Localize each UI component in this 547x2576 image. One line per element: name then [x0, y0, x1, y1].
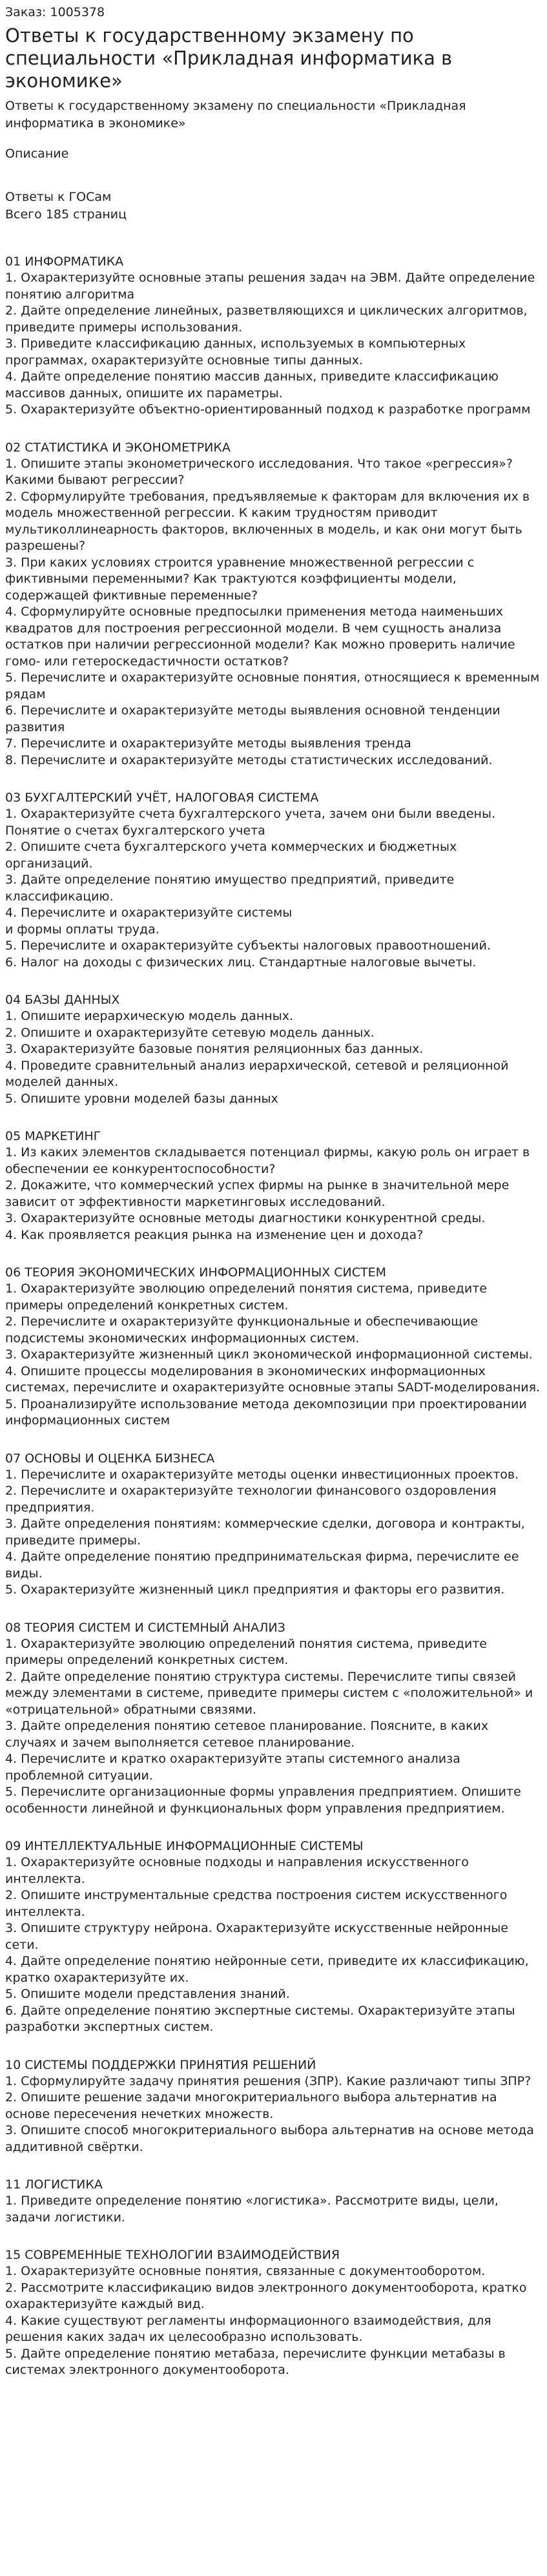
question-item: 5. Охарактеризуйте объектно-ориентированный подход к разработке программ — [5, 402, 531, 417]
section — [5, 1619, 542, 1818]
question-item: 2. Опишите счета бухгалтерского учета коммерческих и бюджетных организаций. — [5, 840, 457, 871]
section-title: 09 ИНТЕЛЛЕКТУАЛЬНЫЕ ИНФОРМАЦИОННЫЕ СИСТЕМЫ — [5, 1839, 364, 1853]
question-item: 3. При каких условиях строится уравнение множественной регрессии с фиктивными переменными? Как трактуются коэффициенты модели, содержащей фиктивные переменные? — [5, 555, 475, 603]
question-item: 5. Перечислите организационные формы управления предприятием. Опишите особенности линейной и функциональных форм управления предприятием. — [5, 1785, 521, 1816]
section — [5, 439, 542, 769]
section-title: 15 СОВРЕМЕННЫЕ ТЕХНОЛОГИИ ВЗАИМОДЕЙСТВИЯ — [5, 2248, 340, 2262]
section — [5, 2057, 542, 2156]
description-label: Описание — [5, 147, 69, 161]
question-item: 2. Сформулируйте требования, предъявляемые к факторам для включения их в модель множественной регрессии. К каким трудностям приводит мультиколлинеарность факторов, включенных в модель, и как они могут быть разрешены? — [5, 489, 530, 553]
question-item: 1. Охарактеризуйте эволюцию определений понятия система, приведите примеры определений конкретных систем. — [5, 1636, 487, 1667]
section-title: 03 БУХГАЛТЕРСКИЙ УЧЁТ, НАЛОГОВАЯ СИСТЕМА — [5, 791, 319, 805]
section — [5, 253, 542, 419]
question-item: 3. Охарактеризуйте жизненный цикл экономической информационной системы. — [5, 1347, 533, 1362]
question-item: 7. Перечислите и охарактеризуйте методы выявления тренда — [5, 736, 411, 751]
question-item: 1. Охарактеризуйте основные этапы решения задач на ЭВМ. Дайте определение понятию алгоритма — [5, 271, 535, 302]
question-item: 5. Перечислите и охарактеризуйте субъекты налоговых правоотношений. — [5, 939, 491, 953]
section — [5, 1450, 542, 1599]
question-item: 3. Приведите классификацию данных, используемых в компьютерных программах, охарактеризуйте основные типы данных. — [5, 337, 466, 368]
question-item: 1. Охарактеризуйте счета бухгалтерского учета, зачем они были введены. Понятие о счетах бухгалтерского учета — [5, 807, 495, 838]
question-item: 3. Дайте определения понятиям: коммерческие сделки, договора и контракты, приведите примеры. — [5, 1517, 525, 1548]
pages-total: Всего 185 страниц — [5, 207, 127, 222]
section-title: 01 ИНФОРМАТИКА — [5, 254, 124, 269]
answers-label: Ответы к ГОСам — [5, 190, 112, 204]
document-subtitle: Ответы к государственному экзамену по специальности «Прикладная информатика в экономике» — [5, 99, 466, 130]
question-item: 4. Проведите сравнительный анализ иерархической, сетевой и реляционной моделей данных. — [5, 1058, 509, 1089]
question-item: 5. Перечислите и охарактеризуйте основные понятия, относящиеся к временным рядам — [5, 670, 540, 701]
question-item: 2. Докажите, что коммерческий успех фирмы на рынке в значительной мере зависит от эффективности маркетинговых исследований. — [5, 1178, 510, 1209]
question-item: 4. Дайте определение понятию предпринимательская фирма, перечислите ее виды. — [5, 1550, 519, 1581]
question-item: 1. Охарактеризуйте эволюцию определений понятия система, приведите примеры определений конкретных систем. — [5, 1282, 487, 1313]
question-item: 1. Перечислите и охарактеризуйте методы оценки инвестиционных проектов. — [5, 1467, 519, 1482]
question-item: 4. Перечислите и охарактеризуйте системы — [5, 906, 293, 920]
question-item: 4. Дайте определение понятию нейронные сети, приведите их классификацию, кратко охарактеризуйте их. — [5, 1954, 529, 1985]
question-item: 5. Опишите уровни моделей базы данных — [5, 1091, 278, 1106]
question-item: 4. Дайте определение понятию массив данных, приведите классификацию массивов данных, опишите их параметры. — [5, 369, 499, 400]
question-item: 2. Опишите и охарактеризуйте сетевую модель данных. — [5, 1025, 375, 1040]
section — [5, 1838, 542, 2036]
section-title: 05 МАРКЕТИНГ — [5, 1129, 101, 1143]
question-item: 2. Опишите инструментальные средства построения систем искусственного интеллекта. — [5, 1888, 508, 1919]
question-item: 2. Рассмотрите классификацию видов электронного документооборота, кратко охарактеризуйте каждый вид. — [5, 2280, 527, 2311]
section-title: 02 СТАТИСТИКА И ЭКОНОМЕТРИКА — [5, 440, 231, 455]
section — [5, 2176, 542, 2226]
question-item: 3. Дайте определение понятию имущество предприятий, приведите классификацию. — [5, 873, 455, 904]
question-item: 4. Сформулируйте основные предпосылки применения метода наименьших квадратов для построения регрессионной модели. В чем сущность анализа остатков при наличии регрессионной модели? Как можно проверить наличие гомо- или гетероскедастичности остатков? — [5, 605, 515, 669]
question-item: 1. Охарактеризуйте основные понятия, связанные с документооборотом. — [5, 2264, 486, 2278]
section — [5, 1128, 542, 1243]
question-item: 3. Охарактеризуйте основные методы диагностики конкурентной среды. — [5, 1211, 486, 1225]
question-item: 3. Опишите способ многокритериального выбора альтернатив на основе метода аддитивной свёртки. — [5, 2123, 534, 2154]
question-item: 5. Охарактеризуйте жизненный цикл предприятия и факторы его развития. — [5, 1583, 505, 1597]
question-item: 4. Как проявляется реакция рынка на изменение цен и дохода? — [5, 1227, 424, 1242]
question-item: 6. Налог на доходы с физических лиц. Стандартные налоговые вычеты. — [5, 955, 477, 970]
section-title: 04 БАЗЫ ДАННЫХ — [5, 993, 120, 1007]
question-item: 6. Дайте определение понятию экспертные системы. Охарактеризуйте этапы разработки экспертных систем. — [5, 2003, 515, 2034]
question-item: 2. Перечислите и охарактеризуйте функциональные и обеспечивающие подсистемы экономических информационных систем. — [5, 1314, 479, 1345]
question-item: 3. Дайте определения понятию сетевое планирование. Поясните, в каких случаях и зачем выполняется сетевое планирование. — [5, 1719, 489, 1750]
section — [5, 992, 542, 1107]
question-item: 6. Перечислите и охарактеризуйте методы выявления основной тенденции развития — [5, 703, 501, 734]
section — [5, 789, 542, 971]
section-title: 08 ТЕОРИЯ СИСТЕМ И СИСТЕМНЫЙ АНАЛИЗ — [5, 1620, 285, 1635]
question-item: 5. Опишите модели представления знаний. — [5, 1987, 290, 2001]
sections-list — [5, 253, 542, 2379]
question-item: 2. Опишите решение задачи многокритериального выбора альтернатив на основе пересечения нечетких множеств. — [5, 2090, 497, 2121]
document-title: Ответы к государственному экзамену по специальности «Прикладная информатика в экономике» — [5, 25, 453, 92]
question-item: 4. Перечислите и кратко охарактеризуйте этапы системного анализа проблемной ситуации. — [5, 1752, 460, 1783]
question-item: 8. Перечислите и охарактеризуйте методы статистических исследований. — [5, 753, 493, 767]
section-title: 11 ЛОГИСТИКА — [5, 2177, 103, 2192]
question-item: 2. Дайте определение линейных, разветвляющихся и циклических алгоритмов, приведите примеры использования. — [5, 304, 528, 335]
question-item: 1. Опишите иерархическую модель данных. — [5, 1009, 294, 1023]
question-item: 1. Приведите определение понятию «логистика». Рассмотрите виды, цели, задачи логистики. — [5, 2194, 499, 2225]
question-item: 1. Из каких элементов складывается потенциал фирмы, какую роль он играет в обеспечении ее конкурентоспособности? — [5, 1145, 530, 1176]
question-item: 3. Охарактеризуйте базовые понятия реляционных баз данных. — [5, 1042, 424, 1056]
question-item: 5. Проанализируйте использование метода декомпозиции при проектировании информационных систем — [5, 1397, 527, 1428]
question-item: 2. Перечислите и охарактеризуйте технологии финансового оздоровления предприятия. — [5, 1484, 497, 1515]
question-item: и формы оплаты труда. — [5, 922, 160, 937]
question-item: 4. Опишите процессы моделирования в экономических информационных системах, перечислите и охарактеризуйте основные этапы SADT-моделирования. — [5, 1364, 541, 1395]
question-item: 1. Опишите этапы эконометрического исследования. Что такое «регрессия»? Какими бывают регрессии? — [5, 456, 513, 487]
section — [5, 2247, 542, 2379]
question-item: 4. Какие существуют регламенты информационного взаимодействия, для решения каких задач их целесообразно использовать. — [5, 2313, 491, 2344]
question-item: 2. Дайте определение понятию структура системы. Перечислите типы связей между элементами в системе, приведите примеры систем с «положительной» и «отрицательной» обратными связями. — [5, 1669, 533, 1717]
section-title: 07 ОСНОВЫ И ОЦЕНКА БИЗНЕСА — [5, 1451, 215, 1466]
question-item: 3. Опишите структуру нейрона. Охарактеризуйте искусственные нейронные сети. — [5, 1921, 508, 1952]
question-item: 1. Охарактеризуйте основные подходы и направления искусственного интеллекта. — [5, 1855, 469, 1886]
order-number: Заказ: 1005378 — [5, 5, 105, 19]
section-title: 06 ТЕОРИЯ ЭКОНОМИЧЕСКИХ ИНФОРМАЦИОННЫХ СИСТЕМ — [5, 1265, 387, 1280]
section — [5, 1264, 542, 1429]
section-title: 10 СИСТЕМЫ ПОДДЕРЖКИ ПРИНЯТИЯ РЕШЕНИЙ — [5, 2057, 316, 2072]
question-item: 1. Сформулируйте задачу принятия решения (ЗПР). Какие различают типы ЗПР? — [5, 2073, 532, 2088]
question-item: 5. Дайте определение понятию метабаза, перечислите функции метабазы в системах электронного документооборота. — [5, 2346, 506, 2377]
